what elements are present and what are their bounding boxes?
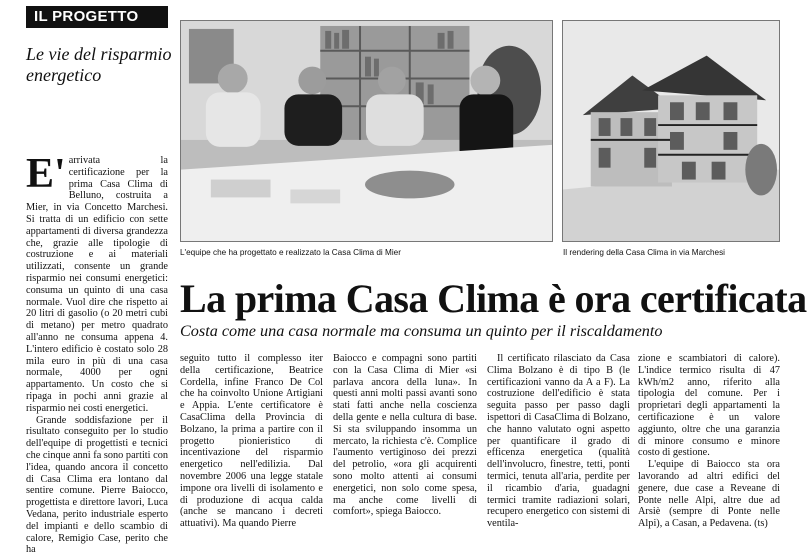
article-column-5 (638, 353, 780, 530)
lead-paragraph (26, 151, 168, 415)
body-paragraph: seguito tutto il complesso iter della certificazione, Beatrice Cordella, infine Franco De Col che ha coinvolto Unione Artigiani e Appia. L'ente certificatore è CasaClima della Provincia di Bolzano, la prima a partire con il progetto pionieristico di incentivazione del risparmio energetico nell'edilizia. Dal novembre 2006 una legge statale impone ora livelli di isolamento e di produzione di acqua calda (anche se mancano i decreti attuativi). Ma quando Pierre (180, 353, 323, 530)
team-photo-caption: L'equipe che ha progettato e realizzato la Casa Clima di Mier (180, 248, 401, 257)
article-column-4 (487, 353, 630, 530)
lead-text: arrivata la certificazione per la prima Casa Clima di Belluno, costruita a Mier, in via Concetto Marchesi. Si tratta di un edificio con sette appartamenti di diversa grandezza che, grazie alle tipologie di costruzione e ai materiali utilizzati, consente un grande risparmio nei consumi energetici: consuma un quinto di una casa normale. Vuol dire che rispetto ai 20 litri di gasolio (o 20 metri cubi di metano) per metro quadrato all'anno ne consuma appena 4. L'intero edificio è costato solo 28 mila euro in più di una casa normale, 4000 per ogni appartamento. Un costo che si ripaga in pochi anni grazie al risparmio nei costi energetici. (26, 155, 168, 414)
section-tag: IL PROGETTO (26, 6, 168, 28)
dropcap: E' (26, 151, 66, 197)
body-paragraph: Baiocco e compagni sono partiti con la Casa Clima di Mier «si parlava ancora della luna». In questi anni molti passi avanti sono stati fatti anche nella coscienza della gente e nella cultura di base. Si sta sviluppando insomma un mercato, la richiesta c'è. Complice l'aumento vertiginoso dei prezzi del petrolio, «ora gli acquirenti sono molto attenti ai consumi energetici, non solo come spesa, ma anche come livelli di comfort», spiega Baiocco. (333, 353, 477, 518)
house-rendering-image (563, 21, 779, 241)
body-paragraph: Grande soddisfazione per il risultato conseguito per lo studio dell'equipe di progettisti e tecnici che cinque anni fa sono partiti con l'idea, quando ancora il concetto di Casa Clima era lontano dal sentire comune. Pierre Baiocco, progettista e direttore lavori, Luca Vedana, perito industriale esperto del impianti e dello scambio di calore, Remigio Case, perito che ha (26, 414, 168, 556)
article-column-1 (26, 151, 168, 556)
team-photo (180, 20, 553, 242)
rendering-caption: Il rendering della Casa Clima in via Marchesi (563, 248, 725, 257)
house-rendering (562, 20, 780, 242)
team-photo-image (181, 21, 552, 241)
body-paragraph: Il certificato rilasciato da Casa Clima Bolzano è di tipo B (le certificazioni vanno da A a F). La costruzione dell'edificio è stata seguita passo per passo dagli ispettori di CasaClima di Bolzano, che hanno valutato ogni aspetto per quantificare il grado di efficenza energetica (qualità dell'involucro, finestre, tetti, ponti termici, tenuta all'aria, perdite per il ricambio d'aria, guadagni termici tramite radiazioni solari, recupero energetico con sistemi di ventila- (487, 353, 630, 530)
headline: La prima Casa Clima è ora certificata (180, 276, 807, 321)
article-column-3 (333, 353, 477, 518)
subheadline: Costa come una casa normale ma consuma un quinto per il riscaldamento (180, 322, 663, 340)
body-paragraph: L'equipe di Baiocco sta ora lavorando ad altri edifici del genere, due case a Reveane di Ponte nelle Alpi, altre due ad Arsiè (sempre di Ponte nelle Alpi), a Casan, a Pedavena. (ts) (638, 459, 780, 530)
article-column-2 (180, 353, 323, 530)
kicker: Le vie del risparmio energetico (26, 44, 172, 85)
body-paragraph: zione e scambiatori di calore). L'indice termico risulta di 47 kWh/m2 anno, riferito alla tipologia del comune. Per i proprietari degli appartamenti la certificazione è un valore aggiunto, oltre che una garanzia di minore consumo e minore costo di gestione. (638, 353, 780, 459)
